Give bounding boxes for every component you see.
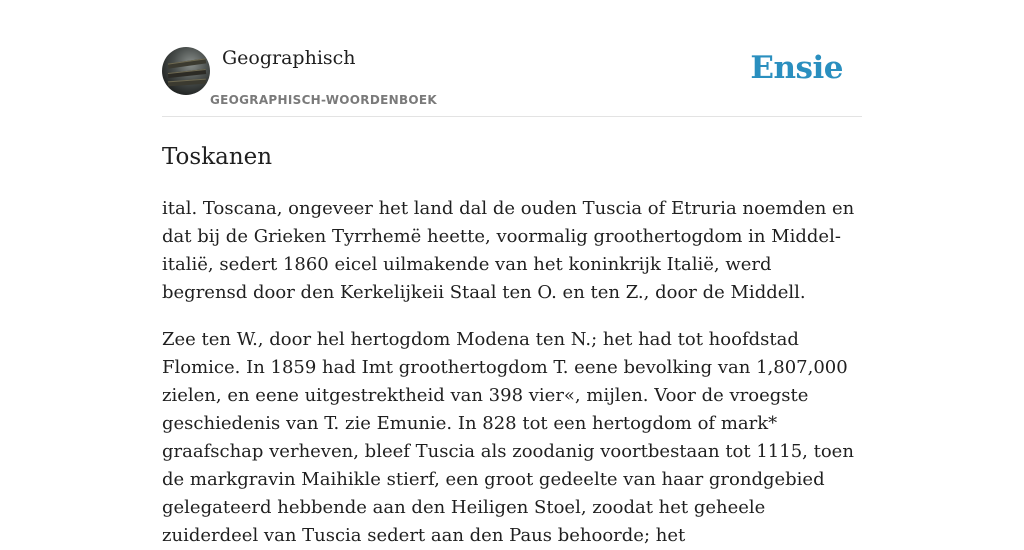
avatar[interactable] <box>162 47 210 95</box>
article-paragraph: Zee ten W., door hel hertogdom Modena ten N.; het had tot hoofdstad Flomice. In 1859 had Imt groothertogdom T. eene bevolking van 1,807,000 zielen, en eene uitgestrektheid van 398 vier«, mijlen. Voor de vroegste geschiedenis van T. zie Emunie. In 828 tot een hertogdom of mark* graafschap verheven, bleef Tuscia als zoodanig voortbestaan tot 1115, toen de markgravin Maihikle stierf, een groot gedeelte van haar grondgebied gelegateerd hebbende aan den Heiligen Stoel, zoodat het geheele zuiderdeel van Tuscia sedert aan den Paus behoorde; het <box>162 329 854 546</box>
page-title: Toskanen <box>162 144 273 170</box>
header <box>162 0 862 117</box>
book-image <box>168 58 206 68</box>
book-image <box>168 79 206 87</box>
brand-logo[interactable]: Ensie <box>750 50 843 86</box>
page-container <box>162 0 862 550</box>
book-image <box>168 69 206 78</box>
dictionary-name-link[interactable]: Geographisch <box>222 47 356 69</box>
article-paragraph: ital. Toscana, ongeveer het land dal de ouden Tuscia of Etruria noemden en dat bij de Grieken Tyrrhemë heette, voormalig groothertogdom in Middel-italië, sedert 1860 eicel uilmakende van het koninkrijk Italië, werd begrensd door den Kerkelijkeii Staal ten O. en ten Z., door de Middell. <box>162 198 855 303</box>
dictionary-subtitle: GEOGRAPHISCH-WOORDENBOEK <box>210 93 437 107</box>
